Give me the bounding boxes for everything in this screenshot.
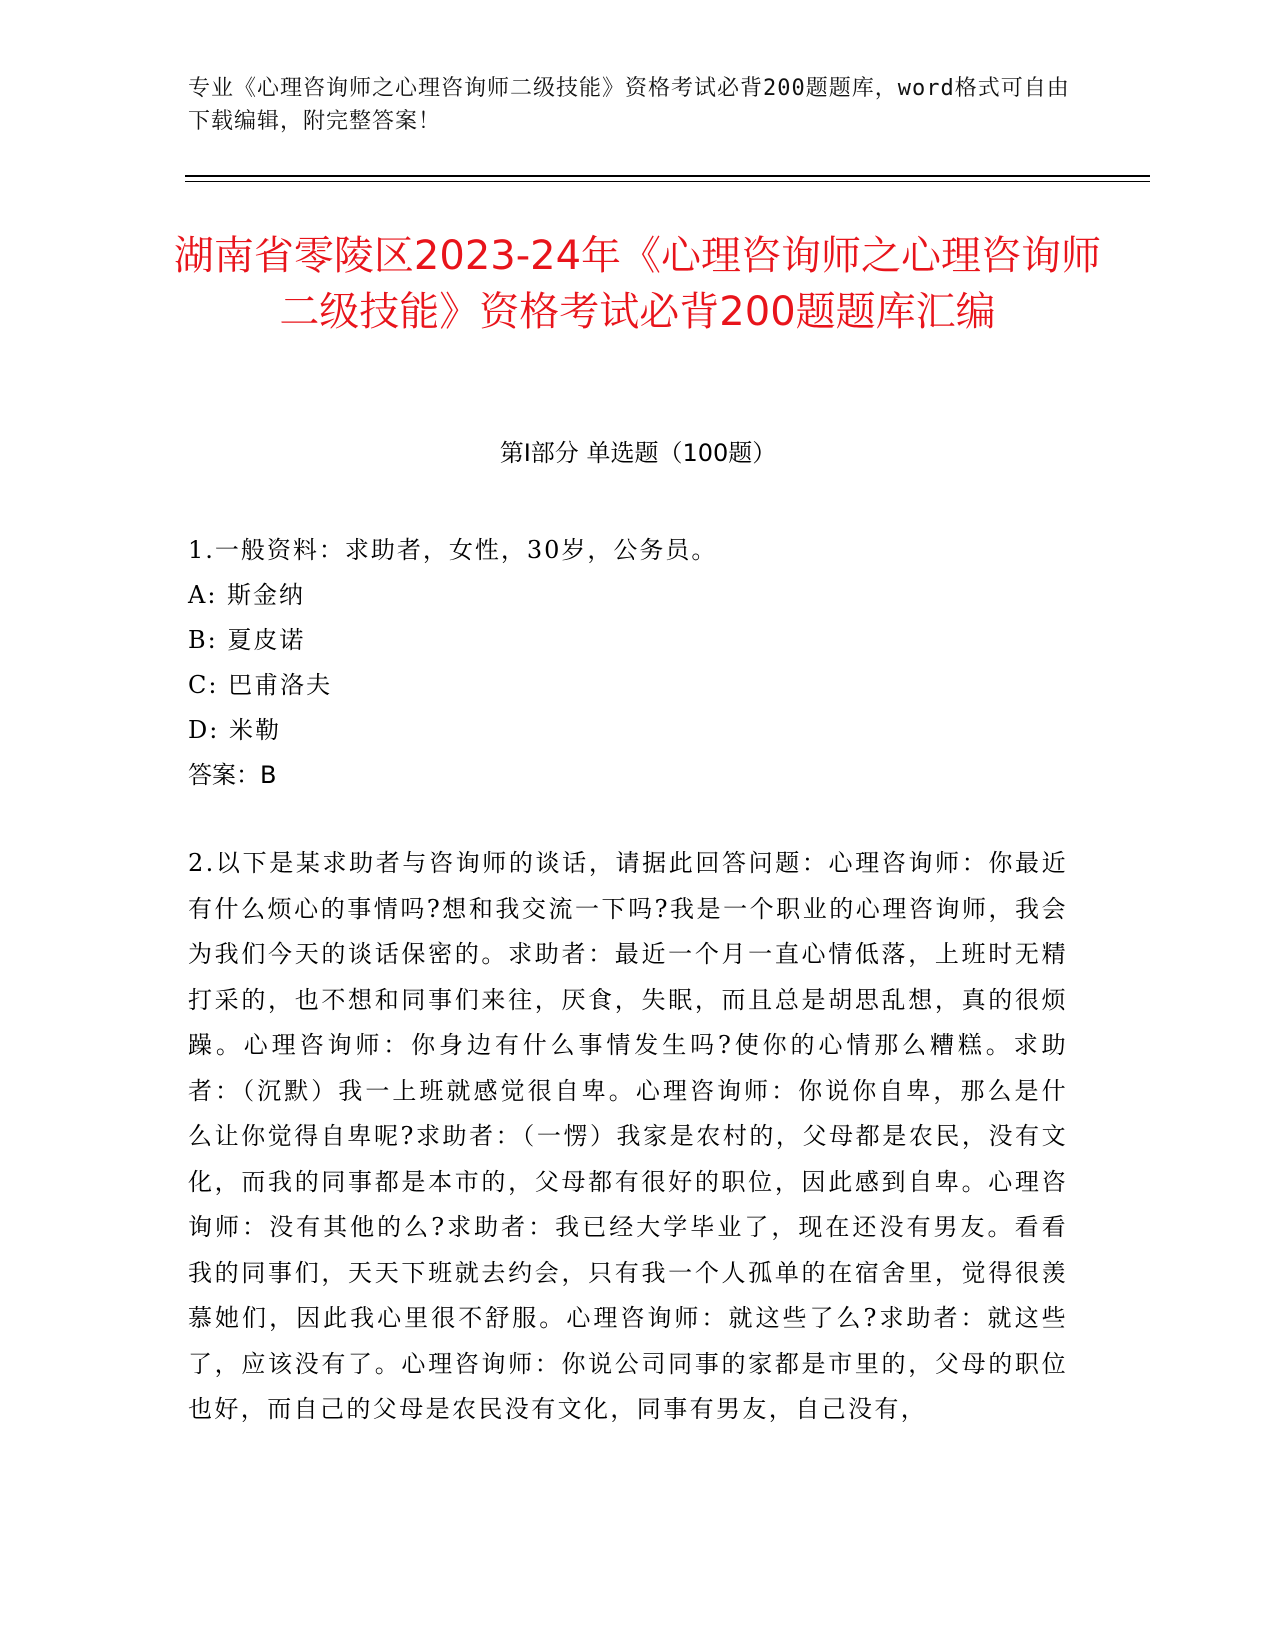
document-title: 湖南省零陵区2023-24年《心理咨询师之心理咨询师二级技能》资格考试必背200题题库汇编 xyxy=(173,233,1102,335)
header-rule-thick xyxy=(185,175,1150,177)
question-1-answer: 答案：B xyxy=(188,761,277,789)
question-1-option-b: B: 夏皮诺 xyxy=(188,626,306,654)
question-1-option-c: C: 巴甫洛夫 xyxy=(188,671,333,699)
question-1-option-a: A: 斯金纳 xyxy=(188,581,306,609)
header-note: 专业《心理咨询师之心理咨询师二级技能》资格考试必背200题题库，word格式可自由下载编辑，附完整答案！ xyxy=(188,76,1070,134)
question-1-stem: 1.一般资料：求助者，女性，30岁，公务员。 xyxy=(188,536,718,564)
section-title: 第Ⅰ部分 单选题（100题） xyxy=(499,439,777,467)
header-rule-thin xyxy=(185,181,1150,182)
question-1 xyxy=(188,528,1068,798)
question-1-option-d: D: 米勒 xyxy=(188,716,281,744)
question-2-stem: 2.以下是某求助者与咨询师的谈话，请据此回答问题：心理咨询师：你最近有什么烦心的事情吗?想和我交流一下吗?我是一个职业的心理咨询师，我会为我们今天的谈话保密的。求助者：最近一个月一直心情低落，上班时无精打采的，也不想和同事们来往，厌食，失眠，而且总是胡思乱想，真的很烦躁。心理咨询师：你身边有什么事情发生吗?使你的心情那么糟糕。求助者：（沉默）我一上班就感觉很自卑。心理咨询师：你说你自卑，那么是什么让你觉得自卑呢?求助者：（一愣）我家是农村的，父母都是农民，没有文化，而我的同事都是本市的，父母都有很好的职位，因此感到自卑。心理咨询师：没有其他的么?求助者：我已经大学毕业了，现在还没有男友。看看我的同事们，天天下班就去约会，只有我一个人孤单的在宿舍里，觉得很羡慕她们，因此我心里很不舒服。心理咨询师：就这些了么?求助者：就这些了，应该没有了。心理咨询师：你说公司同事的家都是市里的，父母的职位也好，而自己的父母是农民没有文化，同事有男友，自己没有， xyxy=(188,849,1068,1423)
